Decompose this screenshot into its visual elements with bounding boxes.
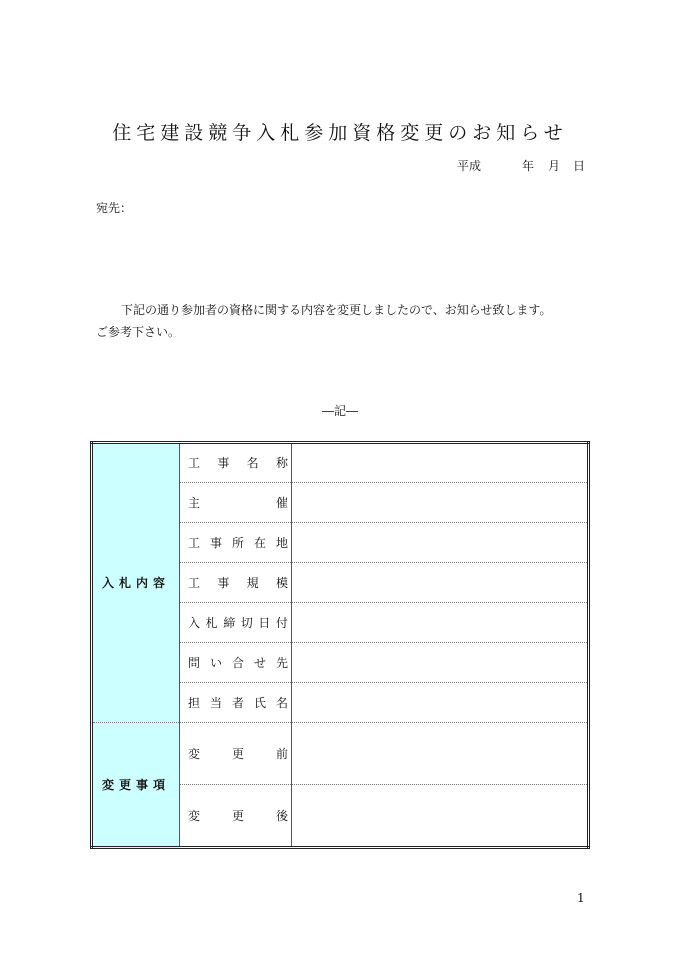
label-char: 地 [275,535,288,550]
category-cell: 変更事項 [92,722,180,847]
label-char: 事 [217,575,230,590]
table-row [92,722,589,785]
date-era: 平成 [457,159,482,173]
field-value[interactable] [292,562,589,602]
field-label [180,443,292,483]
addressee-label: 宛先： [96,201,133,215]
label-char: 工 [188,575,201,590]
label-char: 日 [258,615,271,630]
label-char: 更 [231,809,244,824]
label-char: 締 [223,615,236,630]
label-char: 当 [209,695,222,710]
field-value[interactable] [292,682,589,722]
bid-info-table [90,441,590,849]
label-char: 入 [188,615,201,630]
field-value[interactable] [292,482,589,522]
date-year: 年 [522,159,535,173]
label-char: 事 [209,535,222,550]
field-label [180,785,292,848]
label-char: 付 [275,615,288,630]
notice-body-line-2: ご参考下さい。 [96,325,181,339]
field-label [180,482,292,522]
label-char: 前 [275,746,288,761]
label-char: 工 [188,456,201,471]
label-char: 変 [188,809,201,824]
label-char: せ [253,655,266,670]
notice-body-line-1: 下記の通り参加者の資格に関する内容を変更しましたので、お知らせ致します。 [121,303,552,317]
category-cell: 入札内容 [92,443,180,723]
label-char: 札 [205,615,218,630]
label-char: 氏 [253,695,266,710]
section-heading: ―記― [321,404,358,418]
field-value[interactable] [292,602,589,642]
field-label [180,722,292,785]
field-label [180,602,292,642]
label-char: 所 [231,535,244,550]
label-char: 主 [188,495,201,510]
field-label [180,642,292,682]
label-char: 名 [246,456,259,471]
field-value[interactable] [292,443,589,483]
label-char: 事 [217,456,230,471]
label-char: 者 [231,695,244,710]
label-char: 問 [188,655,201,670]
label-char: 催 [275,495,288,510]
field-label [180,522,292,562]
field-label [180,562,292,602]
field-value[interactable] [292,522,589,562]
label-char: 名 [275,695,288,710]
label-char: 担 [188,695,201,710]
label-char: 合 [231,655,244,670]
label-char: 規 [246,575,259,590]
date-month: 月 [548,159,561,173]
label-char: 工 [188,535,201,550]
field-value[interactable] [292,722,589,785]
field-value[interactable] [292,642,589,682]
field-value[interactable] [292,785,589,848]
notice-body [96,299,596,343]
label-char: 称 [275,456,288,471]
label-char: 先 [275,655,288,670]
page-number: 1 [577,891,585,905]
label-char: 更 [231,746,244,761]
date-day: 日 [573,159,586,173]
label-char: 後 [275,809,288,824]
field-label [180,682,292,722]
table-row [92,443,589,483]
label-char: 在 [253,535,266,550]
label-char: 模 [275,575,288,590]
label-char: い [209,655,222,670]
label-char: 切 [240,615,253,630]
label-char: 変 [188,746,201,761]
document-title: 住宅建設競争入札参加資格変更のお知らせ [112,122,568,144]
